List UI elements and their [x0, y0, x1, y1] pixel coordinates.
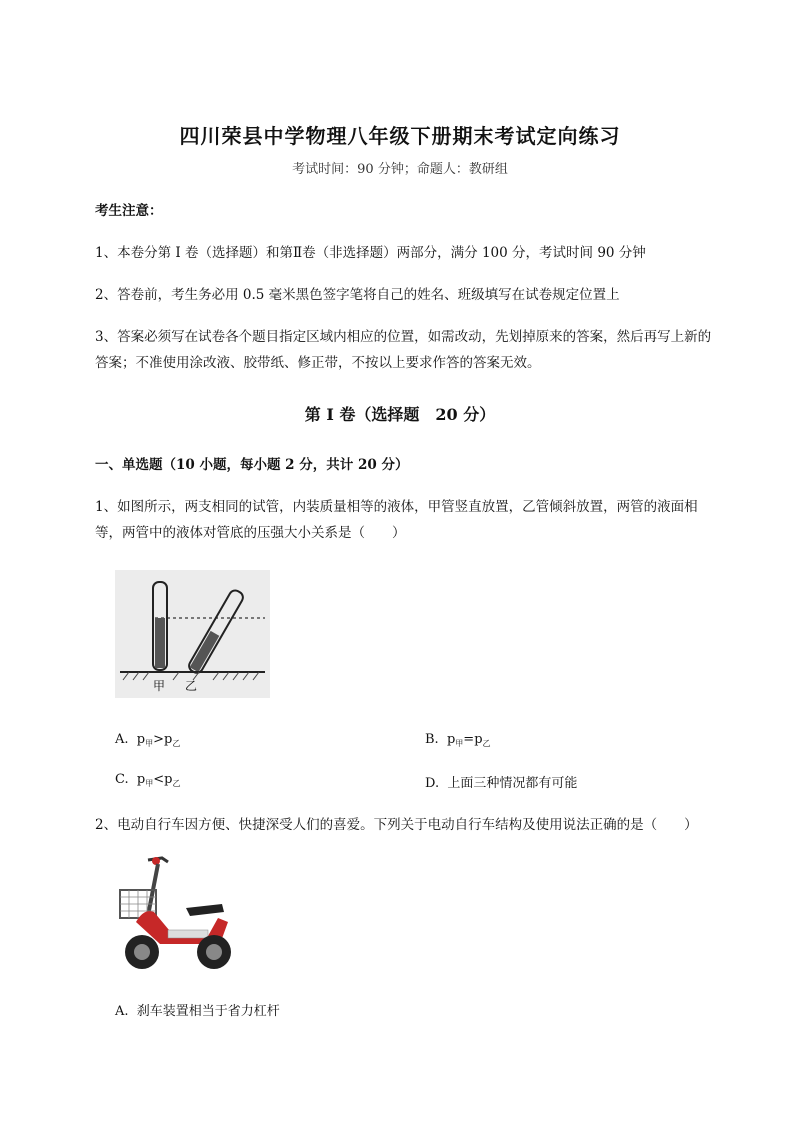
test-tubes-drawing — [115, 570, 270, 698]
notice-item-1: 1、本卷分第 I 卷（选择题）和第Ⅱ卷（非选择题）两部分，满分 100 分，考试时间 90 分钟 — [95, 245, 646, 261]
notice-heading: 考生注意： — [95, 203, 163, 219]
part-heading: 一、单选题（10 小题，每小题 2 分，共计 20 分） — [95, 457, 409, 473]
liquid-jia — [155, 618, 165, 668]
electric-scooter-figure — [110, 852, 240, 974]
q2-option-a[interactable]: A. 刹车装置相当于省力杠杆 — [115, 1004, 280, 1019]
question-1-text: 1、如图所示，两支相同的试管，内装质量相等的液体，甲管竖直放置，乙管倾斜放置，两管的液面相等，两管中的液体对管底的压强大小关系是（ ） — [95, 499, 698, 541]
option-b[interactable]: B. $p_甲=p_乙$ — [425, 732, 491, 748]
option-c[interactable]: C. $p_甲<p_乙$ — [115, 772, 181, 788]
exam-info: 考试时间：90 分钟；命题人：教研组 — [292, 162, 508, 177]
option-d[interactable]: D. 上面三种情况都有可能 — [425, 776, 578, 791]
label-yi: 乙 — [185, 679, 198, 693]
section-title: 第 I 卷（选择题 20 分） — [304, 405, 496, 424]
test-tubes-figure — [115, 570, 270, 698]
page-title: 四川荣县中学物理八年级下册期末考试定向练习 — [179, 124, 621, 148]
option-a[interactable]: A. $p_甲>p_乙$ — [115, 732, 181, 748]
notice-item-3: 3、答案必须写在试卷各个题目指定区域内相应的位置，如需改动，先划掉原来的答案，然后再写上新的答案；不准使用涂改液、胶带纸、修正带，不按以上要求作答的答案无效。 — [95, 329, 712, 371]
scooter-drawing — [110, 852, 240, 974]
tube-yi — [187, 588, 245, 675]
notice-item-2: 2、答卷前，考生务必用 0.5 毫米黑色签字笔将自己的姓名、班级填写在试卷规定位置上 — [95, 287, 620, 303]
label-jia: 甲 — [153, 679, 166, 693]
question-2-text: 2、电动自行车因方便、快捷深受人们的喜爱。下列关于电动自行车结构及使用说法正确的是（ ） — [95, 817, 698, 833]
